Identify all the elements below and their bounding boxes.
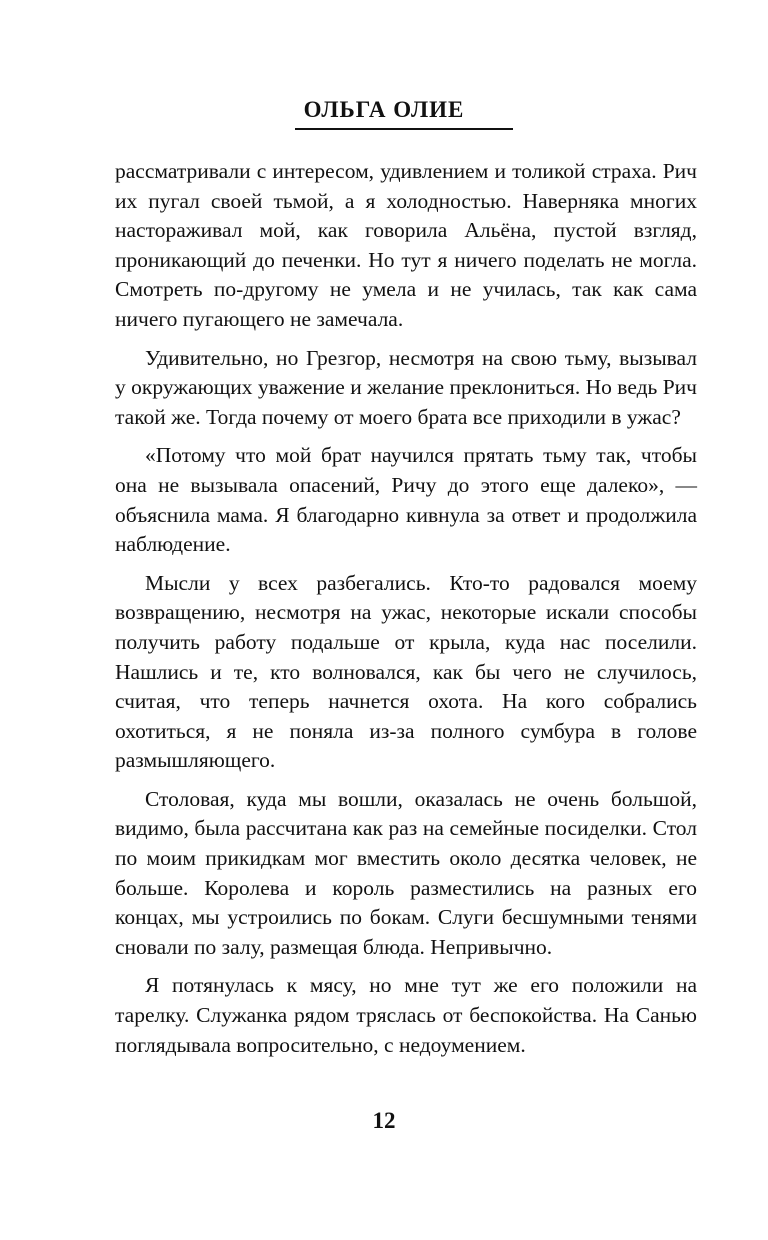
author-name: ОЛЬГА ОЛИЕ: [303, 97, 465, 122]
paragraph-6: Я потянулась к мясу, но мне тут же его положили на тарелку. Служанка рядом тряслась от беспокойства. На Санью поглядывала вопросительно, с недоумением.: [115, 973, 697, 1057]
body-text: [115, 157, 697, 1069]
running-header: [0, 96, 768, 124]
page-number: 12: [372, 1108, 396, 1133]
header-divider: [295, 128, 513, 130]
paragraph-2: Удивительно, но Грезгор, несмотря на свою тьму, вызывал у окружающих уважение и желание преклониться. Но ведь Рич такой же. Тогда почему от моего брата все приходили в ужас?: [115, 345, 697, 429]
paragraph-4: Мысли у всех разбегались. Кто-то радовался моему возвращению, несмотря на ужас, некоторые искали способы получить работу подальше от крыла, куда нас поселили. Нашлись и те, кто волновался, как бы чего не случилось, считая, что теперь начнется охота. На кого собрались охотиться, я не поняла из-за полного сумбура в голове размышляющего.: [115, 570, 697, 773]
paragraph-5: Столовая, куда мы вошли, оказалась не очень большой, видимо, была рассчитана как раз на семейные посиделки. Стол по моим прикидкам мог вместить около десятка человек, не больше. Королева и король разместились на разных его концах, мы устроились по бокам. Слуги бесшумными тенями сновали по залу, размещая блюда. Непривычно.: [115, 786, 697, 959]
paragraph-1: рассматривали с интересом, удивлением и толикой страха. Рич их пугал своей тьмой, а я холодностью. Наверняка многих настораживал мой, как говорила Альёна, пустой взгляд, проникающий до печенки. Но тут я ничего поделать не могла. Смотреть по-другому не умела и не училась, так как сама ничего пугающего не замечала.: [115, 159, 697, 331]
paragraph-3: «Потому что мой брат научился прятать тьму так, чтобы она не вызывала опасений, Ричу до этого еще далеко», — объяснила мама. Я благодарно кивнула за ответ и продолжила наблюдение.: [115, 443, 697, 557]
